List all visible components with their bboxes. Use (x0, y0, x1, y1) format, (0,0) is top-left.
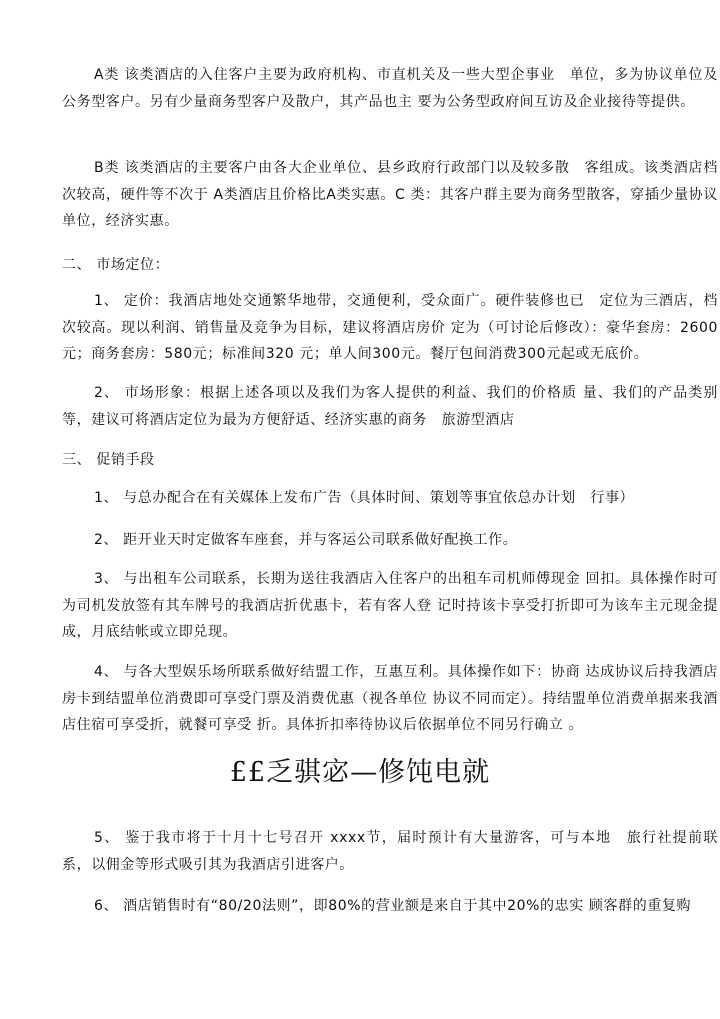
paragraph-item-3: 3、 与出租车公司联系，长期为送往我酒店入住客户的出租车司机师傅现金 回扣。具体操作时可为司机发放签有其车牌号的我酒店折优惠卡，若有客人登 记时持该卡享受打折即可为该车主元现金提成，月底结帐或立即兑现。 (62, 571, 718, 640)
paragraph-class-a: A类 该类酒店的入住客户主要为政府机构、市直机关及一些大型企事业 单位，多为协议单位及公务型客户。另有少量商务型客户及散户，其产品也主 要为公务型政府间互访及企业接待等提供。 (62, 67, 718, 110)
paragraph-item-5: 5、 鉴于我市将于十月十七号召开 xxxx节，届时预计有大量游客，可与本地 旅行社提前联系，以佣金等形式吸引其为我酒店引进客户。 (62, 830, 718, 873)
paragraph-pricing: 1、 定价：我酒店地处交通繁华地带，交通便利，受众面广。硬件装修也已 定位为三酒店，档次较高。现以利润、销售量及竞争为目标，建议将酒店房价 定为（可讨论后修改）：豪华套房：2600元；商务套房：580元；标准间320 元；单人间300元。餐厅包间消费300元起或无底价。 (62, 293, 718, 362)
heading-promotion: 三、 促销手段 (62, 452, 155, 468)
paragraph-market-image: 2、 市场形象：根据上述各项以及我们为客人提供的利益、我们的价格质 量、我们的产品类别等，建议可将酒店定位为最为方便舒适、经济实惠的商务 旅游型酒店 (62, 385, 718, 428)
paragraph-item-2: 2、 距开业天时定做客车座套，并与客运公司联系做好配换工作。 (94, 532, 518, 548)
paragraph-item-4: 4、 与各大型娱乐场所联系做好结盟工作，互惠互利。具体操作如下：协商 达成协议后持我酒店房卡到结盟单位消费即可享受门票及消费优惠（视各单位 协议不同而定）。持结盟单位消费单据来我酒店住宿可享受折，就餐可享受 折。具体折扣率待协议后依据单位不同另行确立 。 (62, 664, 718, 733)
paragraph-class-b-c: B类 该类酒店的主要客户由各大企业单位、县乡政府行政部门以及较多散 客组成。该类酒店档次较高，硬件等不次于 A类酒店且价格比A类实惠。C 类：其客户群主要为商务型散客，穿插少量协议单位，经济实惠。 (62, 160, 718, 229)
paragraph-item-1: 1、 与总办配合在有关媒体上发布广告（具体时间、策划等事宜依总办计划 行事） (94, 490, 635, 506)
garbled-banner-text: ££乏骐宓—修饨电就 (229, 757, 491, 788)
paragraph-item-6: 6、 酒店销售时有“80/20法则”，即80%的营业额是来自于其中20%的忠实 顾客群的重复购 (94, 898, 692, 914)
heading-market-positioning: 二、 市场定位： (62, 257, 170, 273)
